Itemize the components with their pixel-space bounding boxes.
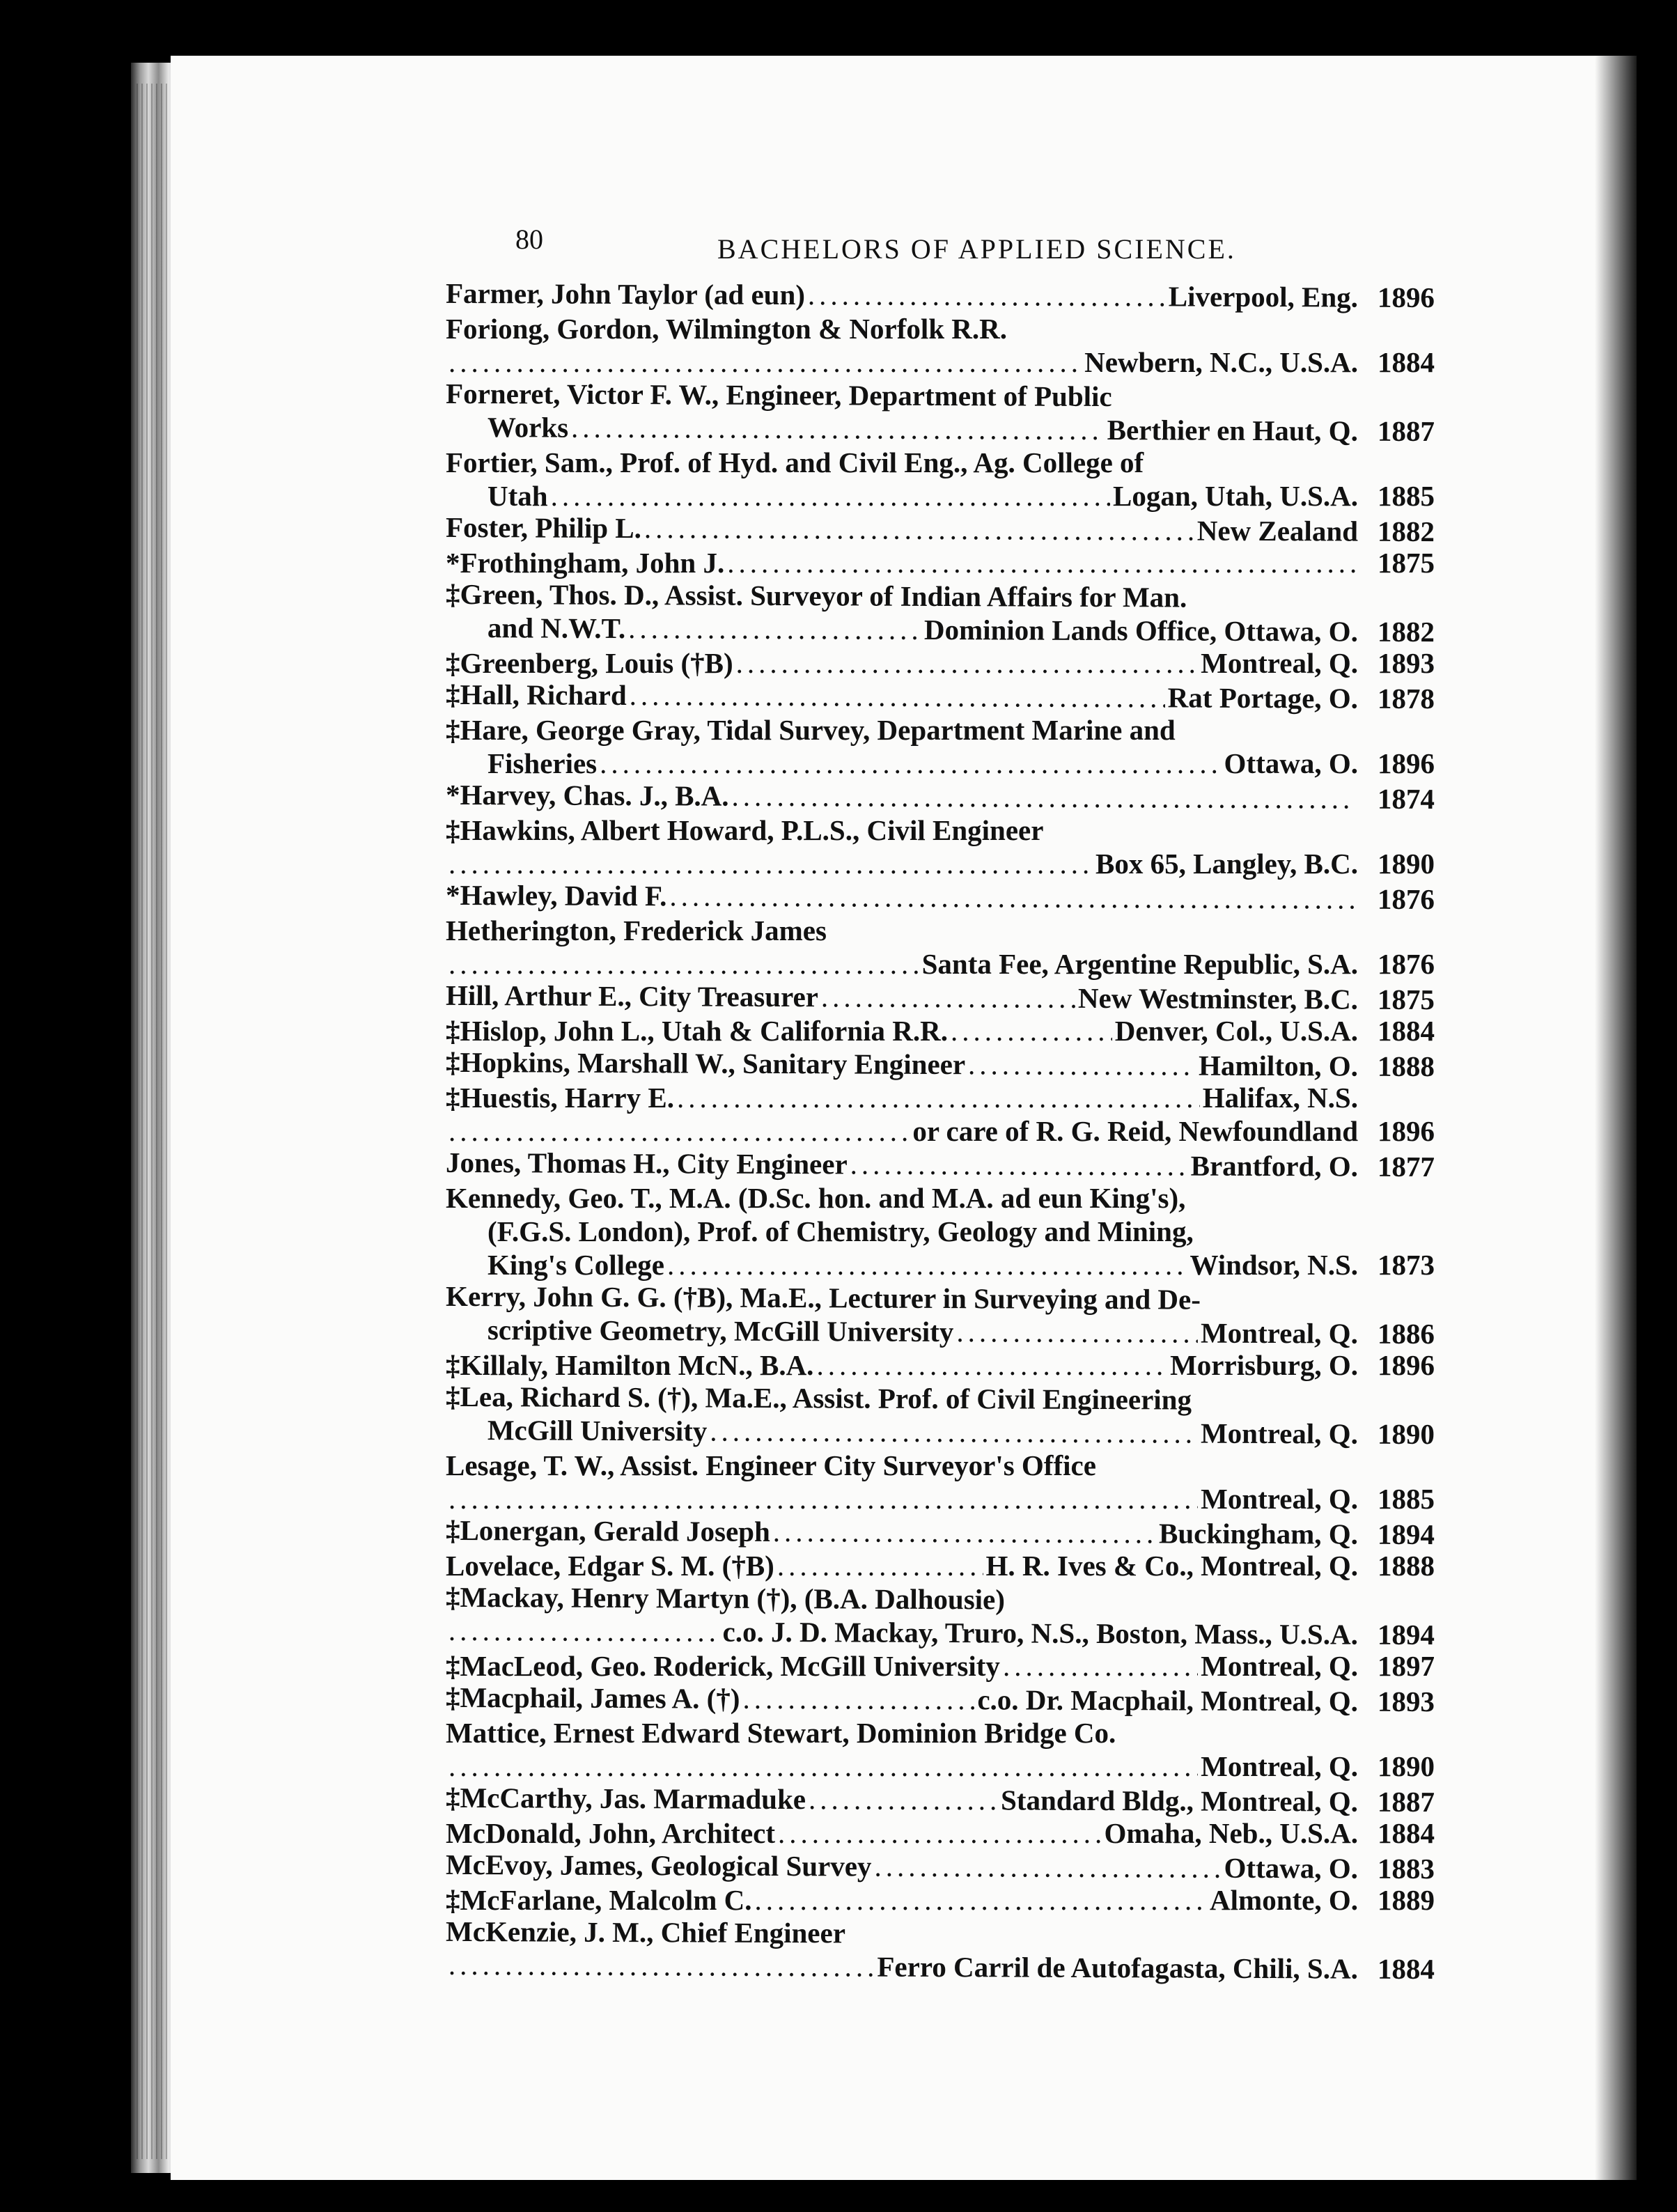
entry-name: ‡Hopkins, Marshall W., Sanitary Engineer (445, 1045, 966, 1081)
entry-location: Brantford, O. (1190, 1149, 1359, 1183)
list-item (446, 1014, 1435, 1047)
entry-line (446, 1681, 1435, 1718)
entry-location: Berthier en Haut, Q. (1107, 414, 1358, 447)
entry-line (446, 611, 1435, 648)
entry-line (446, 1146, 1435, 1183)
list-item (446, 914, 1435, 981)
list-item (446, 312, 1435, 379)
dot-leader (821, 980, 1075, 1015)
list-item (446, 377, 1435, 448)
dot-leader (1187, 607, 1358, 608)
entry-name: ‡Lonergan, Gerald Joseph (445, 1513, 770, 1548)
dot-leader (448, 1948, 875, 1984)
entry-name: McEvoy, James, Geological Survey (445, 1848, 872, 1883)
entry-location: c.o. Dr. Macphail, Montreal, Q. (977, 1683, 1359, 1718)
entry-year: 1896 (1378, 1115, 1435, 1147)
entry-name: and N.W.T. (487, 612, 626, 645)
page-number: 80 (515, 224, 543, 255)
entry-year: 1882 (1377, 615, 1435, 648)
list-item (446, 878, 1435, 916)
entry-year: 1890 (1378, 848, 1435, 880)
list-item (446, 276, 1435, 314)
dot-leader (850, 1147, 1188, 1182)
entry-line (446, 1513, 1435, 1551)
list-item (446, 1181, 1435, 1282)
entry-location: Almonte, O. (1210, 1884, 1358, 1916)
entry-line (446, 713, 1435, 747)
entry-location: Montreal, Q. (1201, 1650, 1358, 1682)
list-item (446, 1549, 1435, 1582)
entry-line (446, 1114, 1435, 1148)
entry-line (446, 1014, 1435, 1047)
entry-line (446, 377, 1435, 414)
dot-leader (644, 511, 1194, 547)
entry-location: Halifax, N.S. (1202, 1082, 1358, 1114)
dot-leader (710, 1415, 1198, 1450)
entry-location: Santa Fee, Argentine Republic, S.A. (921, 948, 1358, 980)
entry-line (446, 1449, 1435, 1482)
entry-year: 1884 (1378, 1817, 1435, 1849)
entry-location: Denver, Col., U.S.A. (1114, 1015, 1358, 1047)
dot-leader (742, 1682, 974, 1716)
entry-line (446, 1750, 1435, 1783)
list-item (446, 577, 1435, 648)
entry-year: 1886 (1377, 1317, 1435, 1350)
entry-location: Dominion Lands Office, Ottawa, O. (923, 613, 1358, 648)
entry-name: ‡Green, Thos. D., Assist. Surveyor of Indian Affairs for Man. (446, 577, 1187, 614)
entry-year: 1884 (1378, 1015, 1435, 1047)
entry-name: *Frothingham, John J. (446, 547, 725, 579)
list-item (446, 1649, 1435, 1683)
entry-line (446, 979, 1435, 1016)
page-content (446, 223, 1435, 1984)
entry-line (446, 1181, 1435, 1215)
list-item (446, 546, 1435, 579)
entry-line (446, 1883, 1435, 1917)
list-item (446, 646, 1435, 680)
entry-year: 1877 (1377, 1150, 1435, 1183)
entry-year: 1875 (1378, 547, 1435, 579)
list-item (446, 1513, 1435, 1551)
entry-location: or care of R. G. Reid, Newfoundland (912, 1115, 1358, 1147)
entry-line (446, 1279, 1435, 1317)
entry-name: ‡McFarlane, Malcolm C. (446, 1884, 752, 1916)
entry-location: Montreal, Q. (1201, 1483, 1358, 1515)
list-item (446, 1380, 1435, 1451)
entry-location: Buckingham, Q. (1158, 1517, 1359, 1550)
list-item (446, 1848, 1435, 1885)
entry-location: Ottawa, O. (1224, 747, 1358, 779)
list-item (446, 678, 1435, 715)
entry-year: 1882 (1377, 515, 1435, 548)
entry-line (446, 1348, 1435, 1382)
dot-leader (1112, 406, 1358, 407)
entry-year: 1890 (1377, 1417, 1435, 1451)
entry-year: 1883 (1377, 1852, 1435, 1885)
entry-location: Windsor, N.S. (1190, 1249, 1358, 1281)
list-item (446, 1348, 1435, 1382)
entry-line (446, 410, 1435, 448)
dot-leader (667, 1248, 1187, 1282)
list-item (446, 1081, 1435, 1148)
entry-line (446, 947, 1435, 981)
dot-leader (551, 479, 1110, 513)
entry-year: 1893 (1378, 647, 1435, 679)
entry-line (446, 747, 1435, 780)
entry-year: 1878 (1377, 682, 1435, 715)
entry-year: 1889 (1378, 1884, 1435, 1916)
list-item (446, 713, 1435, 780)
entry-name: ‡Greenberg, Louis (†B) (446, 647, 733, 679)
entry-line (446, 345, 1435, 379)
entry-location: c.o. J. D. Mackay, Truro, N.S., Boston, Mass., U.S.A. (722, 1615, 1358, 1651)
dot-leader (448, 847, 1093, 880)
entry-location: Omaha, Neb., U.S.A. (1104, 1817, 1358, 1849)
dot-leader (845, 1942, 1358, 1945)
list-item (446, 1681, 1435, 1718)
entry-year: 1896 (1377, 281, 1435, 314)
entry-line (446, 1915, 1435, 1952)
entry-location: Standard Bldg., Montreal, Q. (1000, 1784, 1359, 1818)
entry-name: Lovelace, Edgar S. M. (†B) (446, 1550, 774, 1582)
entry-name: ‡Lea, Richard S. (†), Ma.E., Assist. Prof. of Civil Engineering (446, 1380, 1192, 1416)
entry-name: Utah (488, 480, 548, 512)
entry-line (446, 577, 1435, 615)
dot-leader (1003, 1649, 1198, 1683)
entry-name: scriptive Geometry, McGill University (487, 1314, 954, 1348)
list-item (446, 1146, 1435, 1183)
page-shadow (1595, 56, 1637, 2180)
dot-leader (448, 1614, 720, 1649)
list-item (446, 1580, 1435, 1651)
entry-line (446, 1649, 1435, 1683)
entry-location: Montreal, Q. (1201, 647, 1358, 679)
entry-line (446, 1580, 1435, 1618)
entry-location: New Zealand (1196, 514, 1359, 547)
entry-year: 1873 (1378, 1249, 1435, 1281)
dot-leader (630, 678, 1165, 714)
entry-line (446, 1948, 1435, 1986)
entry-year: 1876 (1377, 882, 1435, 916)
entry-name: (F.G.S. London), Prof. of Chemistry, Geology and Mining, (488, 1215, 1194, 1247)
entry-name: Farmer, John Taylor (ad eun) (445, 276, 806, 311)
entry-year: 1896 (1378, 747, 1435, 779)
entry-name: ‡Hall, Richard (445, 678, 627, 712)
entry-year: 1894 (1377, 1518, 1435, 1551)
entry-location: Logan, Utah, U.S.A. (1113, 480, 1358, 512)
dot-leader (778, 1816, 1102, 1850)
entry-name: Fisheries (488, 747, 598, 779)
entry-line (446, 1380, 1435, 1417)
entry-location: Montreal, Q. (1200, 1417, 1358, 1450)
entry-name: Kerry, John G. G. (†B), Ma.E., Lecturer in Surveying and De- (446, 1279, 1201, 1316)
dot-leader (448, 1482, 1198, 1516)
entry-location: Montreal, Q. (1201, 1750, 1358, 1782)
entry-name: *Harvey, Chas. J., B.A. (445, 778, 729, 812)
entry-line (446, 1482, 1435, 1516)
dot-leader (816, 1348, 1167, 1382)
entry-line (446, 878, 1435, 916)
entry-name: ‡Hare, George Gray, Tidal Survey, Department Marine and (446, 714, 1176, 746)
entry-name: Works (487, 411, 569, 444)
entry-year: 1890 (1378, 1750, 1435, 1782)
entry-name: Fortier, Sam., Prof. of Hyd. and Civil Eng., Ag. College of (446, 446, 1144, 478)
entry-line (446, 1614, 1435, 1651)
dot-leader (951, 1014, 1112, 1047)
entry-name: King's College (488, 1249, 664, 1281)
dot-leader (448, 345, 1082, 379)
list-item (446, 1716, 1435, 1783)
dot-leader (727, 546, 1355, 579)
list-item (446, 1883, 1435, 1917)
entry-year: 1885 (1378, 1483, 1435, 1515)
entry-location: H. R. Ives & Co., Montreal, Q. (985, 1550, 1358, 1582)
entry-line (446, 312, 1435, 345)
list-item (446, 1279, 1435, 1350)
entry-name: *Hawley, David F. (445, 878, 667, 912)
dot-leader (677, 1081, 1200, 1114)
entry-year: 1888 (1378, 1550, 1435, 1582)
entry-year: 1884 (1377, 1952, 1435, 1986)
list-item (446, 1045, 1435, 1083)
entry-line (446, 1215, 1435, 1248)
dot-leader (874, 1850, 1221, 1885)
entry-year: 1876 (1378, 948, 1435, 980)
entry-line (446, 1313, 1435, 1350)
entry-name: ‡Hislop, John L., Utah & California R.R. (446, 1015, 949, 1047)
entry-year: 1885 (1378, 480, 1435, 512)
dot-leader (777, 1549, 983, 1582)
entry-line (446, 1248, 1435, 1282)
entry-name: Jones, Thomas H., City Engineer (445, 1146, 848, 1181)
entry-name: Foster, Philip L. (445, 511, 642, 545)
entry-name: Hetherington, Frederick James (446, 914, 827, 947)
entry-year: 1888 (1377, 1050, 1435, 1083)
entry-line (446, 546, 1435, 579)
entry-name: McGill University (487, 1414, 708, 1447)
list-item (446, 778, 1435, 816)
entry-line (446, 778, 1435, 816)
entry-year: 1887 (1377, 1785, 1435, 1818)
entry-name: ‡MacLeod, Geo. Roderick, McGill University (446, 1650, 1000, 1682)
entry-line (446, 813, 1435, 847)
dot-leader (1005, 1609, 1358, 1610)
entry-name: ‡McCarthy, Jas. Marmaduke (445, 1781, 806, 1816)
dot-leader (809, 1782, 998, 1816)
entry-line (446, 1081, 1435, 1114)
dot-leader (1201, 1309, 1358, 1310)
entry-year: 1884 (1378, 346, 1435, 378)
list-item (446, 446, 1435, 513)
entry-name: Lesage, T. W., Assist. Engineer City Surveyor's Office (446, 1449, 1096, 1481)
entry-name: ‡Macphail, James A. (†) (445, 1681, 740, 1715)
list-item (446, 511, 1435, 548)
entry-line (446, 276, 1435, 314)
entry-location: Box 65, Langley, B.C. (1095, 848, 1358, 880)
entry-year: 1897 (1378, 1650, 1435, 1682)
entry-location: Newbern, N.C., U.S.A. (1084, 346, 1358, 378)
entry-line (446, 511, 1435, 548)
list-item (446, 1449, 1435, 1516)
dot-leader (571, 411, 1105, 446)
entry-name: Forneret, Victor F. W., Engineer, Department of Public (446, 377, 1112, 413)
entry-line (446, 1848, 1435, 1885)
page-header (446, 223, 1435, 279)
entry-year: 1875 (1377, 983, 1435, 1016)
entry-name: Hill, Arthur E., City Treasurer (445, 979, 819, 1013)
entry-name: ‡Mackay, Henry Martyn (†), (B.A. Dalhousie) (446, 1580, 1006, 1616)
entry-year: 1896 (1378, 1349, 1435, 1381)
entry-line (446, 678, 1435, 715)
alumni-list (445, 276, 1435, 1986)
entry-name: Foriong, Gordon, Wilmington & Norfolk R.R. (446, 313, 1008, 345)
entry-location: New Westminster, B.C. (1077, 981, 1359, 1015)
entry-location: Ottawa, O. (1224, 1851, 1359, 1885)
entry-line (446, 1816, 1435, 1850)
entry-location: Liverpool, Eng. (1168, 280, 1359, 313)
dot-leader (808, 278, 1166, 313)
entry-line (446, 1781, 1435, 1818)
entry-line (446, 914, 1435, 947)
entry-line (446, 1549, 1435, 1582)
entry-location: Hamilton, O. (1198, 1049, 1359, 1082)
dot-leader (600, 747, 1221, 780)
entry-year: 1893 (1377, 1685, 1435, 1718)
entry-year: 1874 (1377, 782, 1435, 816)
dot-leader (773, 1515, 1156, 1550)
dot-leader (448, 947, 919, 981)
list-item (446, 979, 1435, 1016)
entry-year: 1894 (1377, 1618, 1435, 1651)
dot-leader (968, 1047, 1196, 1082)
dot-leader (669, 879, 1355, 915)
entry-name: ‡Huestis, Harry E. (446, 1082, 674, 1114)
entry-name: McKenzie, J. M., Chief Engineer (446, 1915, 846, 1949)
entry-line (446, 446, 1435, 479)
dot-leader (732, 779, 1356, 816)
entry-line (446, 847, 1435, 880)
dot-leader (448, 1114, 910, 1148)
entry-line (446, 1413, 1435, 1451)
entry-location: Montreal, Q. (1200, 1316, 1358, 1350)
entry-year: 1887 (1377, 414, 1435, 448)
list-item (446, 1816, 1435, 1850)
list-item (446, 813, 1435, 880)
entry-location: Rat Portage, O. (1167, 681, 1359, 715)
dot-leader (448, 1750, 1198, 1783)
dot-leader (628, 612, 921, 646)
running-head: BACHELORS OF APPLIED SCIENCE. (717, 233, 1236, 265)
dot-leader (736, 646, 1199, 680)
entry-name: Kennedy, Geo. T., M.A. (D.Sc. hon. and M.A. ad eun King's), (446, 1182, 1186, 1214)
entry-name: ‡Hawkins, Albert Howard, P.L.S., Civil Engineer (446, 814, 1044, 846)
entry-name: Mattice, Ernest Edward Stewart, Dominion Bridge Co. (446, 1717, 1116, 1749)
list-item (446, 1915, 1435, 1986)
dot-leader (956, 1315, 1198, 1350)
entry-line (446, 479, 1435, 513)
entry-line (446, 1716, 1435, 1750)
list-item (446, 1781, 1435, 1818)
dot-leader (754, 1883, 1207, 1917)
entry-name: ‡Killaly, Hamilton McN., B.A. (446, 1349, 814, 1381)
entry-line (446, 646, 1435, 680)
entry-line (446, 1045, 1435, 1083)
entry-location: Ferro Carril de Autofagasta, Chili, S.A. (877, 1950, 1358, 1985)
entry-name: McDonald, John, Architect (446, 1817, 776, 1849)
entry-location: Morrisburg, O. (1170, 1349, 1358, 1381)
